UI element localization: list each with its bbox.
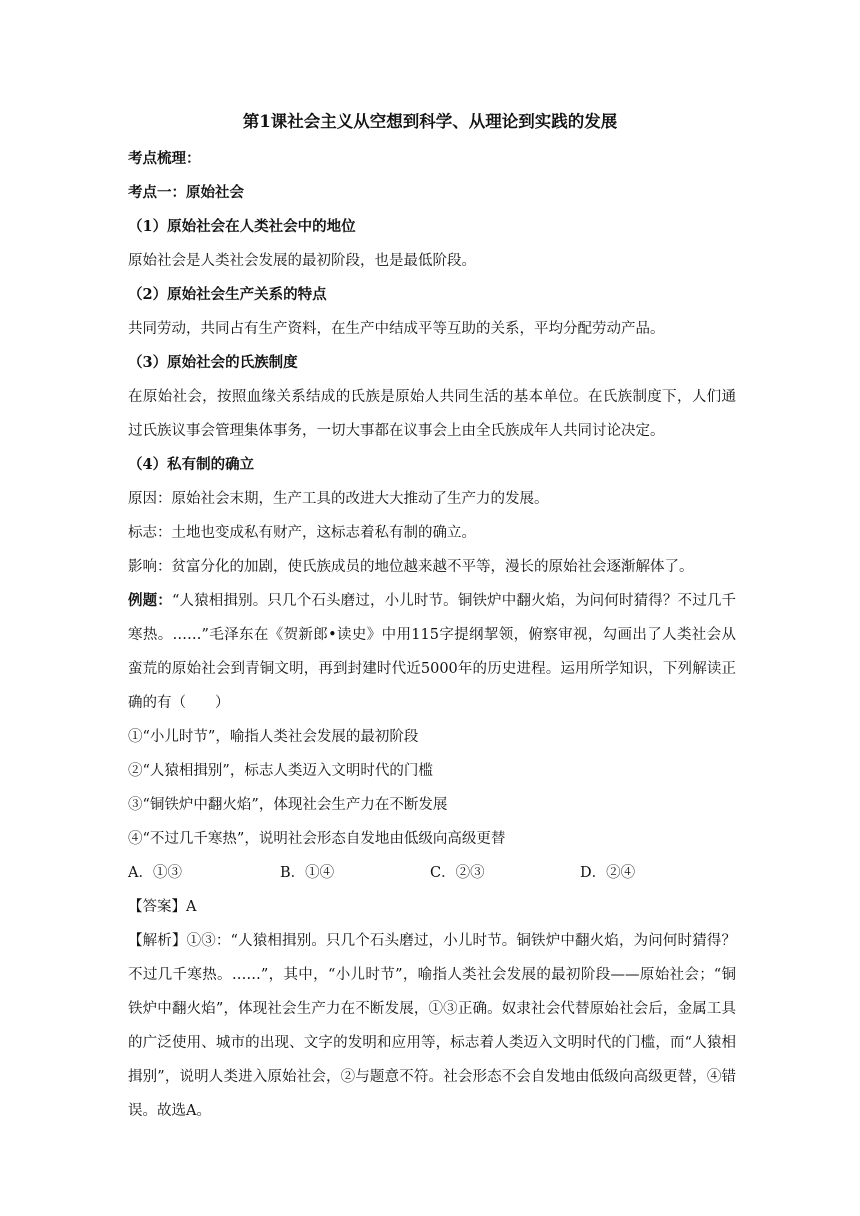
- statement-3: ③“铜铁炉中翻火焰”，体现社会生产力在不断发展: [128, 797, 448, 813]
- statement-4: ④“不过几千寒热”，说明社会形态自发地由低级向高级更替: [128, 831, 506, 847]
- subsection-heading-4: （4）私有制的确立: [128, 456, 255, 473]
- subsection-heading-1: （1）原始社会在人类社会中的地位: [128, 218, 356, 235]
- subsection-heading-3: （3）原始社会的氏族制度: [128, 354, 298, 371]
- example-stem: “人猿相揖别。只几个石头磨过，小儿时节。铜铁炉中翻火焰，为问何时猜得？不过几千寒热。……”毛泽东在《贺新郎•读史》中用115字提纲挈领，俯察审视，勾画出了人类社会从蛮荒的原始社会到青铜文明，再到封建时代近5000年的历史进程。运用所学知识，下列解读正确的有（ ）: [128, 593, 736, 711]
- option-b: B．①④: [280, 865, 335, 881]
- subsection-text-1: 原始社会是人类社会发展的最初阶段，也是最低阶段。: [128, 253, 476, 269]
- analysis-text: 【解析】①③：“人猿相揖别。只几个石头磨过，小儿时节。铜铁炉中翻火焰，为问何时猜得？不过几千寒热。……”，其中，“小儿时节”，喻指人类社会发展的最初阶段——原始社会；“铜铁炉中翻火焰”，体现社会生产力在不断发展，①③正确。奴隶社会代替原始社会后，金属工具的广泛使用、城市的出现、文字的发明和应用等，标志着人类迈入文明时代的门槛，而“人猿相揖别”，说明人类进入原始社会，②与题意不符。社会形态不会自发地由低级向高级更替，④错误。故选A。: [128, 933, 736, 1119]
- option-a: A．①③: [128, 865, 182, 881]
- section-heading-overview: 考点梳理：: [128, 150, 201, 167]
- option-d: D．②④: [580, 865, 636, 881]
- private-ownership-sign: 标志：土地也变成私有财产，这标志着私有制的确立。: [128, 525, 476, 541]
- statement-2: ②“人猿相揖别”，标志人类迈入文明时代的门槛: [128, 763, 433, 779]
- answer-options: [128, 856, 736, 890]
- example-label: 例题：: [128, 592, 172, 609]
- private-ownership-cause: 原因：原始社会末期，生产工具的改进大大推动了生产力的发展。: [128, 491, 549, 507]
- private-ownership-effect: 影响：贫富分化的加剧，使氏族成员的地位越来越不平等，漫长的原始社会逐渐解体了。: [128, 559, 694, 575]
- statement-1: ①“小儿时节”，喻指人类社会发展的最初阶段: [128, 729, 419, 745]
- topic-heading: 考点一：原始社会: [128, 184, 244, 201]
- subsection-text-2: 共同劳动，共同占有生产资料，在生产中结成平等互助的关系，平均分配劳动产品。: [128, 321, 665, 337]
- document-body: [128, 142, 736, 1128]
- subsection-heading-2: （2）原始社会生产关系的特点: [128, 286, 327, 303]
- option-c: C．②③: [430, 865, 485, 881]
- example-question: [128, 584, 736, 720]
- answer-line: 【答案】A: [128, 899, 197, 915]
- subsection-text-3: 在原始社会，按照血缘关系结成的氏族是原始人共同生活的基本单位。在氏族制度下，人们通过氏族议事会管理集体事务，一切大事都在议事会上由全氏族成年人共同讨论决定。: [128, 389, 736, 439]
- page-title: 第1课社会主义从空想到科学、从理论到实践的发展: [242, 112, 618, 131]
